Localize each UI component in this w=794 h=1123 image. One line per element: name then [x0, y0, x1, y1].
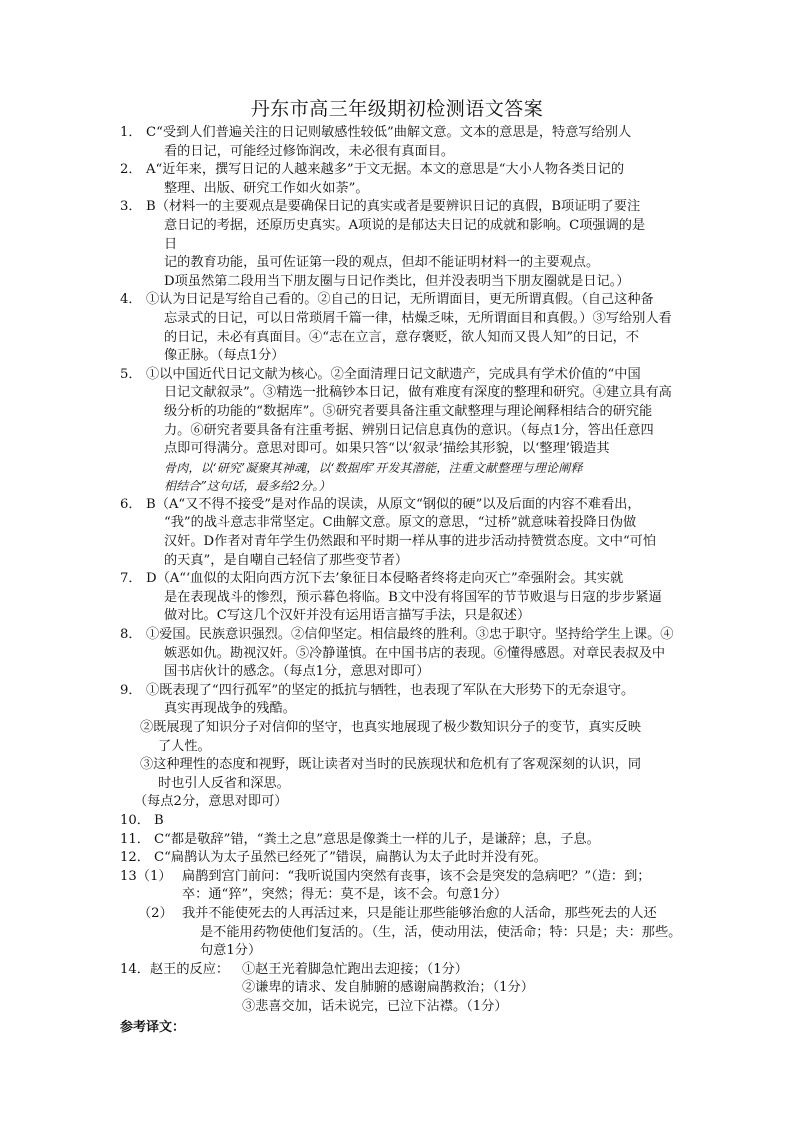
answer-line: B: [154, 812, 164, 828]
answer-item-14: [120, 961, 680, 1017]
answer-number: 12．: [120, 850, 150, 866]
answer-item-2: [120, 161, 680, 198]
answer-line: B（材料一的主要观点是要确保日记的真实或者是要辨识日记的真假，B项证明了要注: [146, 199, 641, 215]
answer-line: 日记文献叙录”。③精选一批稿钞本日记，做有难度有深度的整理和研究。④建立具有高: [164, 385, 672, 401]
answer-item-8: [120, 626, 680, 682]
answer-item-10: [120, 812, 680, 831]
answer-line: 整理、出版、研究工作如火如荼”。: [164, 180, 369, 196]
answer-item-7: [120, 570, 680, 626]
answer-line: 国书店伙计的感念。（每点1分，意思对即可）: [164, 664, 430, 680]
document-title: 丹东市高三年级期初检测语文答案: [250, 98, 544, 120]
answer-item-9: [120, 682, 680, 719]
answer-line: C“受到人们普遍关注的日记则敏感性较低”曲解文意。文本的意思是，特意写给别人: [146, 125, 632, 140]
answer-line: B（A“又不得不接受”是对作品的误读，从原文“钢似的硬”以及后面的内容不难看出，: [146, 496, 641, 512]
answer-line: 扁鹊到宫门前问：“我听说国内突然有丧事，该不会是突发的急病吧？”（造：到；: [182, 868, 651, 884]
answer-line: ①既表现了“四行孤军”的坚定的抵抗与牺牲，也表现了军队在大形势下的无奈退守。: [146, 682, 635, 698]
q9-score: [120, 793, 680, 812]
q14-item-3: ③悲喜交加，话未说完，已泣下沾襟。（1分）: [242, 998, 508, 1014]
answer-line: 骨肉，以‘研究’凝聚其神魂，以‘数据库’开发其潜能，注重文献整理与理论阐释: [164, 460, 583, 475]
answer-item-4: [120, 291, 680, 365]
answer-line: 记的教育功能，虽可佐证第一段的观点，但却不能证明材料一的主要观点。: [164, 255, 600, 271]
answer-line: 汉奸。D作者对青年学生仍然跟和平时期一样从事的进步活动持赞赏态度。文中“可怕: [164, 534, 657, 550]
q14-label: 14．赵王的反应：: [120, 961, 230, 977]
answer-line: C“扁鹊认为太子虽然已经死了”错误，扁鹊认为太子此时并没有死。: [154, 850, 547, 866]
answer-line: ①以中国近代日记文献为核心。②全面清理日记文献遗产，完成具有学术价值的“中国: [146, 366, 641, 382]
answer-line: “我”的战斗意志非常坚定。C曲解文意。原文的意思，“过桥”就意味着投降日伪做: [164, 515, 637, 531]
answer-number: 13（1）: [120, 868, 172, 884]
q13-part-2: [120, 905, 680, 961]
answer-number: 11．: [120, 831, 150, 847]
answer-line: 的天真”，是自嘲自己轻信了那些变节者）: [164, 552, 409, 568]
answer-number: 4．: [120, 292, 142, 308]
answer-line: 了人性。: [158, 738, 211, 754]
answer-line: C“都是敬辞”错，“粪土之息”意思是像粪土一样的儿子，是谦辞；息，子息。: [154, 831, 600, 847]
answer-line: ③这种理性的态度和视野，既让读者对当时的民族现状和危机有了客观深刻的认识，同: [140, 757, 642, 773]
answer-content: [120, 124, 680, 1037]
answer-number: 1．: [120, 125, 142, 140]
answer-line: （每点2分，意思对即可）: [134, 794, 288, 810]
answer-line: 嫉恶如仇。勘视汉奸。⑤冷静谨慎。在中国书店的表现。⑥懂得感恩。对章民表叔及中: [164, 645, 666, 661]
answer-subnumber: （2）: [138, 905, 173, 921]
q9-part-3: [120, 756, 680, 793]
answer-line: 看的日记，可能经过修饰润改，未必很有真面目。: [164, 143, 455, 159]
answer-number: 8．: [120, 627, 142, 643]
answer-item-1: [120, 124, 680, 161]
answer-line: 我并不能使死去的人再活过来，只是能让那些能够治愈的人活命，那些死去的人还: [182, 905, 657, 921]
answer-line: 句意1分）: [200, 943, 262, 959]
answer-number: 6．: [120, 496, 142, 512]
answer-line: ①爱国。民族意识强烈。②信仰坚定。相信最终的胜利。③忠于职守。坚持给学生上课。④: [146, 627, 674, 643]
answer-line: 忘录式的日记，可以日常琐屑千篇一律，枯燥乏味，无所谓面目和真假。）③写给别人看: [164, 310, 672, 326]
answer-line: 真实再现战争的残酷。: [164, 701, 296, 717]
q13-part-1: [120, 868, 680, 905]
answer-line: 是在表现战斗的惨烈，预示暮色将临。B文中没有将国军的节节败退与日寇的步步紧逼: [164, 589, 662, 605]
answer-item-13: [120, 868, 680, 961]
answer-line: 力。⑥研究者要具备有注重考据、辨别日记信息真伪的意识。（每点1分，答出任意四: [164, 422, 654, 438]
answer-number: 2．: [120, 162, 142, 178]
q14-item-1: ①赵王光着脚急忙跑出去迎接；（1分）: [242, 961, 468, 977]
answers-list: [120, 124, 680, 682]
answer-line: D（A“‘血似的太阳向西方沉下去’象征日本侵略者终将走向灭亡”牵强附会。其实就: [146, 571, 624, 587]
reference-translation-label: 参考译文：: [120, 1019, 186, 1035]
answer-line: ②既展现了知识分子对信仰的坚守，也真实地展现了极少数知识分子的变节，真实反映: [140, 720, 642, 735]
answer-item-3: [120, 198, 680, 291]
answer-line: 卒：通“猝”，突然；得无：莫不是，该不会。句意1分）: [182, 887, 508, 903]
q9-part-2: [120, 719, 680, 756]
answer-item-12: [120, 849, 680, 868]
answer-number: 7．: [120, 571, 142, 587]
answer-line: ①认为日记是写给自己看的。②自己的日记，无所谓面目，更无所谓真假。（自己这种备: [146, 292, 654, 308]
answer-line: 是不能用药物使他们复活的。（生，活，使动用法，使活命；特：只是；夫：那些。: [200, 924, 682, 940]
answer-number: 9．: [120, 682, 142, 698]
answer-line: 的日记，未必有真面目。④“志在立言，意存褒贬，欲人知而又畏人知”的日记，不: [164, 329, 640, 345]
answer-line: A“近年来，撰写日记的人越来越多”于文无据。本文的意思是“大小人物各类日记的: [146, 162, 625, 178]
answer-item-6: [120, 496, 680, 570]
answer-line: D项虽然第二段用当下朋友圈与日记作类比，但并没表明当下朋友圈就是日记。）: [164, 273, 630, 289]
answer-line: 像正脉。（每点1分）: [164, 348, 285, 364]
answer-number: 5．: [120, 366, 142, 382]
answer-line: 时也引人反省和深思。: [158, 775, 290, 791]
answer-number: 10．: [120, 812, 150, 828]
answer-line: 意日记的考据，还原历史真实。A项说的是郁达夫日记的成就和影响。C项强调的是: [164, 217, 646, 233]
answer-line: 级分析的功能的“数据库”。⑤研究者要具备注重文献整理与理论阐释相结合的研究能: [164, 403, 653, 419]
answer-line: 相结合”这句话，最多给2分。）: [164, 479, 331, 494]
answer-line: 点即可得满分。意思对即可。如果只答“以‘叙录’描绘其形貌，以‘整理’锻造其: [164, 441, 610, 457]
answer-item-11: [120, 831, 680, 850]
answer-item-5: [120, 366, 680, 496]
q14-item-2: ②谦卑的请求、发自肺腑的感谢扁鹊救治；（1分）: [242, 980, 534, 996]
q9-part-1: [146, 682, 680, 719]
answer-line: 做对比。C写这几个汉奸并没有运用语言描写手法，只是叙述）: [164, 608, 531, 624]
answer-line: 日: [164, 236, 178, 252]
answer-number: 3．: [120, 199, 142, 215]
answer-line: [120, 961, 680, 980]
